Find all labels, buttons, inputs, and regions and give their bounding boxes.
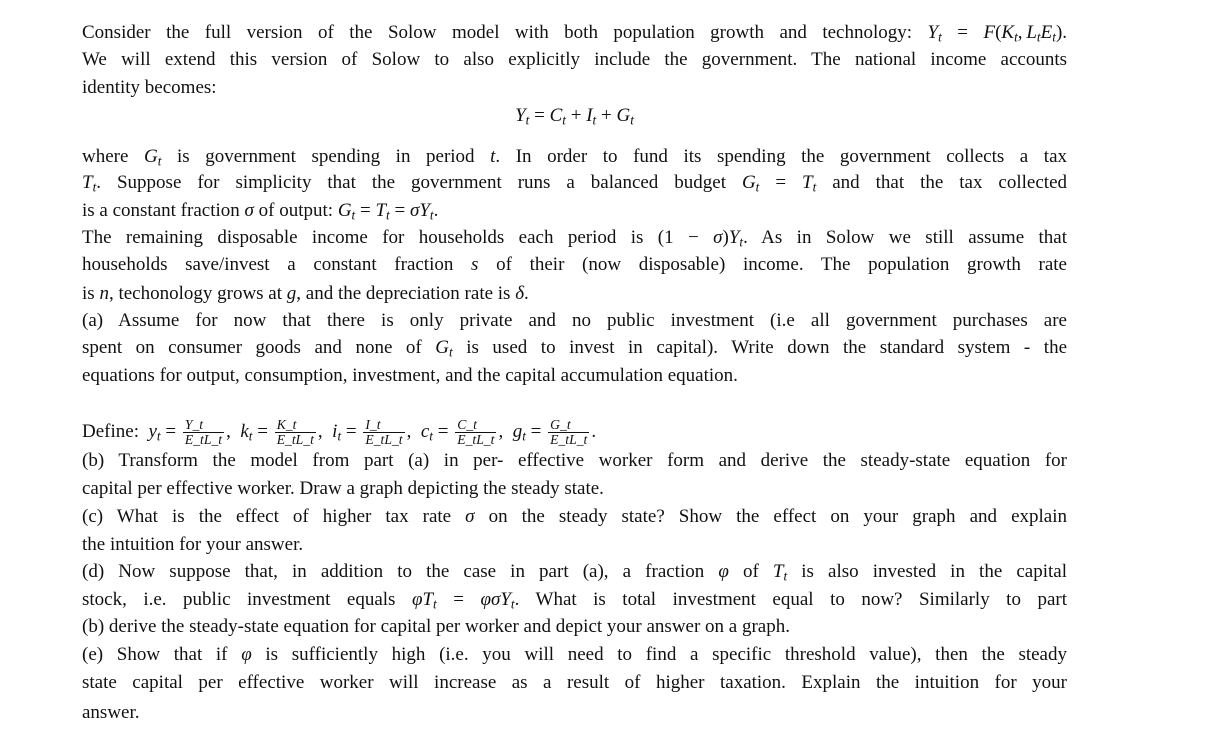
definition-item: $i_t$ = $\frac{I\_t}{E\_tL\_t}$ , [332, 417, 417, 448]
fraction [548, 418, 589, 446]
national-income-identity-equation: $Y_t = C_t + I_t + G_t$ [515, 105, 634, 128]
definition-item: $k_t$ = $\frac{K\_t}{E\_tL\_t}$ , [240, 417, 328, 448]
text-line: households save/invest a constant fraction s of their (now disposable) income. The population growth rate [82, 254, 1067, 275]
fraction [455, 418, 496, 446]
fraction-numerator: G_t [548, 418, 589, 433]
text-line: The remaining disposable income for households each period is $(1 - \sigma)Y_t$. As in Solow we still assume that [82, 227, 1068, 250]
text-line: where $G_t$ is government spending in period t. In order to fund its spending the government collects a tax [82, 146, 1068, 169]
part-d-text: (d) Now suppose that, in addition to the case in part (a), a fraction φ of $T_t$ is also invested in the capital [82, 561, 1067, 584]
fraction-denominator: E_tL_t [276, 432, 314, 448]
define-line [82, 416, 1067, 448]
part-c-text: the intuition for your answer. [82, 534, 304, 555]
fraction-denominator: E_tL_t [184, 432, 223, 448]
definition-lhs: $g_t$ [512, 421, 526, 444]
part-e-text: answer. [82, 702, 140, 723]
text-line: identity becomes: [82, 77, 217, 98]
part-a-text: equations for output, consumption, investment, and the capital accumulation equation. [82, 365, 738, 386]
definition-lhs: $y_t$ [148, 421, 161, 444]
fraction [183, 418, 224, 446]
fraction-numerator: C_t [455, 418, 496, 433]
definition-lhs: $i_t$ [332, 421, 342, 444]
part-a-text: spent on consumer goods and none of $G_t$ is used to invest in capital). Write down the standard system - the [82, 337, 1067, 360]
part-d-text: stock, i.e. public investment equals $\varphi T_t = \varphi\sigma Y_t$. What is total investment equal to now? Similarly to part [82, 589, 1067, 612]
text-line: is n, techonology grows at g, and the depreciation rate is δ. [82, 283, 529, 304]
text-line: We will extend this version of Solow to also explicitly include the government. The national income accounts [82, 49, 1067, 70]
part-c-text: (c) What is the effect of higher tax rate σ on the steady state? Show the effect on your graph and explain [82, 506, 1067, 527]
part-b-text: (b) Transform the model from part (a) in per- effective worker form and derive the steady-state equation for [82, 450, 1067, 471]
definition-item: $y_t$ = $\frac{Y\_t}{E\_tL\_t}$ , [148, 417, 236, 448]
define-label: Define: [82, 421, 139, 442]
part-b-text: capital per effective worker. Draw a graph depicting the steady state. [82, 478, 604, 499]
fraction-denominator: E_tL_t [365, 432, 403, 448]
fraction-denominator: E_tL_t [457, 432, 495, 448]
fraction-numerator: I_t [363, 418, 404, 433]
fraction-numerator: Y_t [183, 418, 224, 433]
part-a-text: (a) Assume for now that there is only private and no public investment (i.e all government purchases are [82, 310, 1067, 331]
text-line: $T_t$. Suppose for simplicity that the government runs a balanced budget $G_t = T_t$ and that the tax collected [82, 172, 1067, 195]
part-e-text: state capital per effective worker will increase as a result of higher taxation. Explain the intuition for your [82, 672, 1067, 693]
definition-lhs: $k_t$ [240, 421, 253, 444]
definition-lhs: $c_t$ [420, 421, 433, 444]
fraction [275, 418, 316, 446]
fraction [363, 418, 404, 446]
part-e-text: (e) Show that if φ is sufficiently high (i.e. you will need to find a specific threshold value), then the steady [82, 644, 1067, 665]
part-d-text: (b) derive the steady-state equation for capital per worker and depict your answer on a graph. [82, 616, 790, 637]
text-line: Consider the full version of the Solow model with both population growth and technology: $Y_t = F(K_t$, $L_tE_t$). [82, 22, 1068, 45]
definition-item: $g_t$ = $\frac{G\_t}{E\_tL\_t}$ . [512, 417, 597, 448]
definition-item: $c_t$ = $\frac{C\_t}{E\_tL\_t}$ , [420, 417, 508, 448]
fraction-denominator: E_tL_t [550, 432, 588, 448]
fraction-numerator: K_t [275, 418, 316, 433]
text-line: is a constant fraction σ of output: $G_t = T_t = \sigma Y_t$. [82, 200, 439, 223]
